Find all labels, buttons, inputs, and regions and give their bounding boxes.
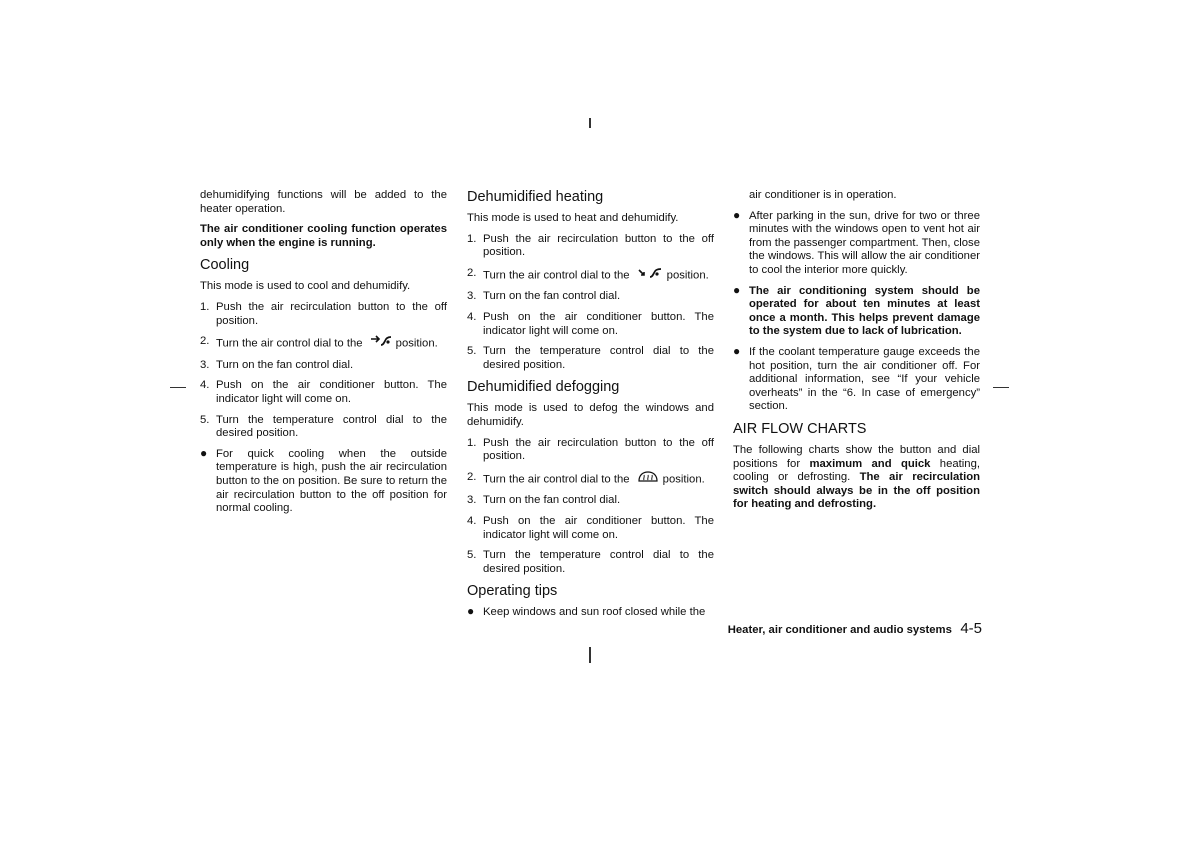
cooling-bullets [200,445,447,516]
list-item: 3. Turn on the fan control dial. [467,290,621,303]
defogging-description: This mode is used to defog the windows and dehumidify. [467,402,714,428]
crop-mark-bottom [589,647,591,663]
list-item: ● For quick cooling when the outside temperature is high, push the air recirculation button to the on position. Be sure to return the air recirculation button to the off position for normal cooling. [200,445,447,515]
airflow-heading: AIR FLOW CHARTS [733,420,867,437]
list-item: ● After parking in the sun, drive for two or three minutes with the windows open to vent hot air from the passenger compartment. Then, close the windows. This will allow the air conditioner to cool the interior more quickly. [733,207,980,276]
list-item: 5. Turn the temperature control dial to the desired position. [467,345,714,371]
defrost-icon [637,471,659,488]
heating-description: This mode is used to heat and dehumidify. [467,212,679,224]
crop-mark-right [993,387,1009,388]
tips-bullets [467,606,714,620]
list-item: 1. Push the air recirculation button to the off position. [467,232,714,259]
section-title: Heater, air conditioner and audio systems [727,624,952,636]
cooling-steps [200,301,447,441]
heating-steps [467,233,714,373]
list-item: 2. Turn the air control dial to the position. [467,471,714,488]
cooling-description: This mode is used to cool and dehumidify. [200,280,411,293]
column-left [200,189,447,523]
intro-text: dehumidifying functions will be added to the heater operation. [200,189,447,215]
crop-mark-left [170,387,186,388]
list-item: 4. Push on the air conditioner button. The indicator light will come on. [467,514,714,541]
column-middle [467,189,714,627]
bullet-icon: ● [467,604,475,619]
list-item: 2. Turn the air control dial to the position. [200,335,447,352]
continued-text: air conditioner is in operation. [749,189,897,201]
list-item: ● The air conditioning system should be operated for about ten minutes at least once a month. This helps prevent damage to the system due to lack of lubrication. [733,282,980,338]
vent-airflow-icon [370,335,392,352]
page-footer [720,620,982,638]
list-item: 5. Turn the temperature control dial to the desired position. [467,549,714,575]
bilevel-airflow-icon [637,267,663,284]
page-number: 4-5 [960,620,982,637]
cooling-heading: Cooling [200,257,250,274]
list-item: 4. Push on the air conditioner button. The indicator light will come on. [200,379,447,405]
list-item: 5. Turn the temperature control dial to the desired position. [200,413,447,440]
list-item: 4. Push on the air conditioner button. The indicator light will come on. [467,310,714,337]
tips-bullets-continued [733,207,980,414]
list-item: ● If the coolant temperature gauge exceeds the hot position, turn the air conditioner off. For additional information, see “If your vehicle overheats” in the “6. In case of emergency” section. [733,343,980,413]
bullet-icon: ● [200,445,208,460]
list-item: 1. Push the air recirculation button to the off position. [467,436,714,463]
list-item: 3. Turn on the fan control dial. [200,358,354,371]
list-item: ● Keep windows and sun roof closed while the [467,604,706,619]
bullet-icon: ● [733,343,741,358]
engine-warning: The air conditioner cooling function operates only when the engine is running. [200,223,447,249]
defogging-steps [467,437,714,577]
heating-heading: Dehumidified heating [467,189,604,205]
defogging-heading: Dehumidified defogging [467,379,620,396]
bullet-icon: ● [733,207,741,222]
list-item: 2. Turn the air control dial to the position. [467,267,714,284]
column-right [733,189,980,519]
list-item: 3. Turn on the fan control dial. [467,494,621,507]
crop-mark-top [589,118,591,128]
bullet-icon: ● [733,282,741,297]
list-item: 1. Push the air recirculation button to the off position. [200,300,447,327]
airflow-description: The following charts show the button and dial positions for maximum and quick heating, cooling or defrosting. The air recirculation switch should always be in the off position for heating and defrosting. [733,443,981,511]
tips-heading: Operating tips [467,583,558,600]
